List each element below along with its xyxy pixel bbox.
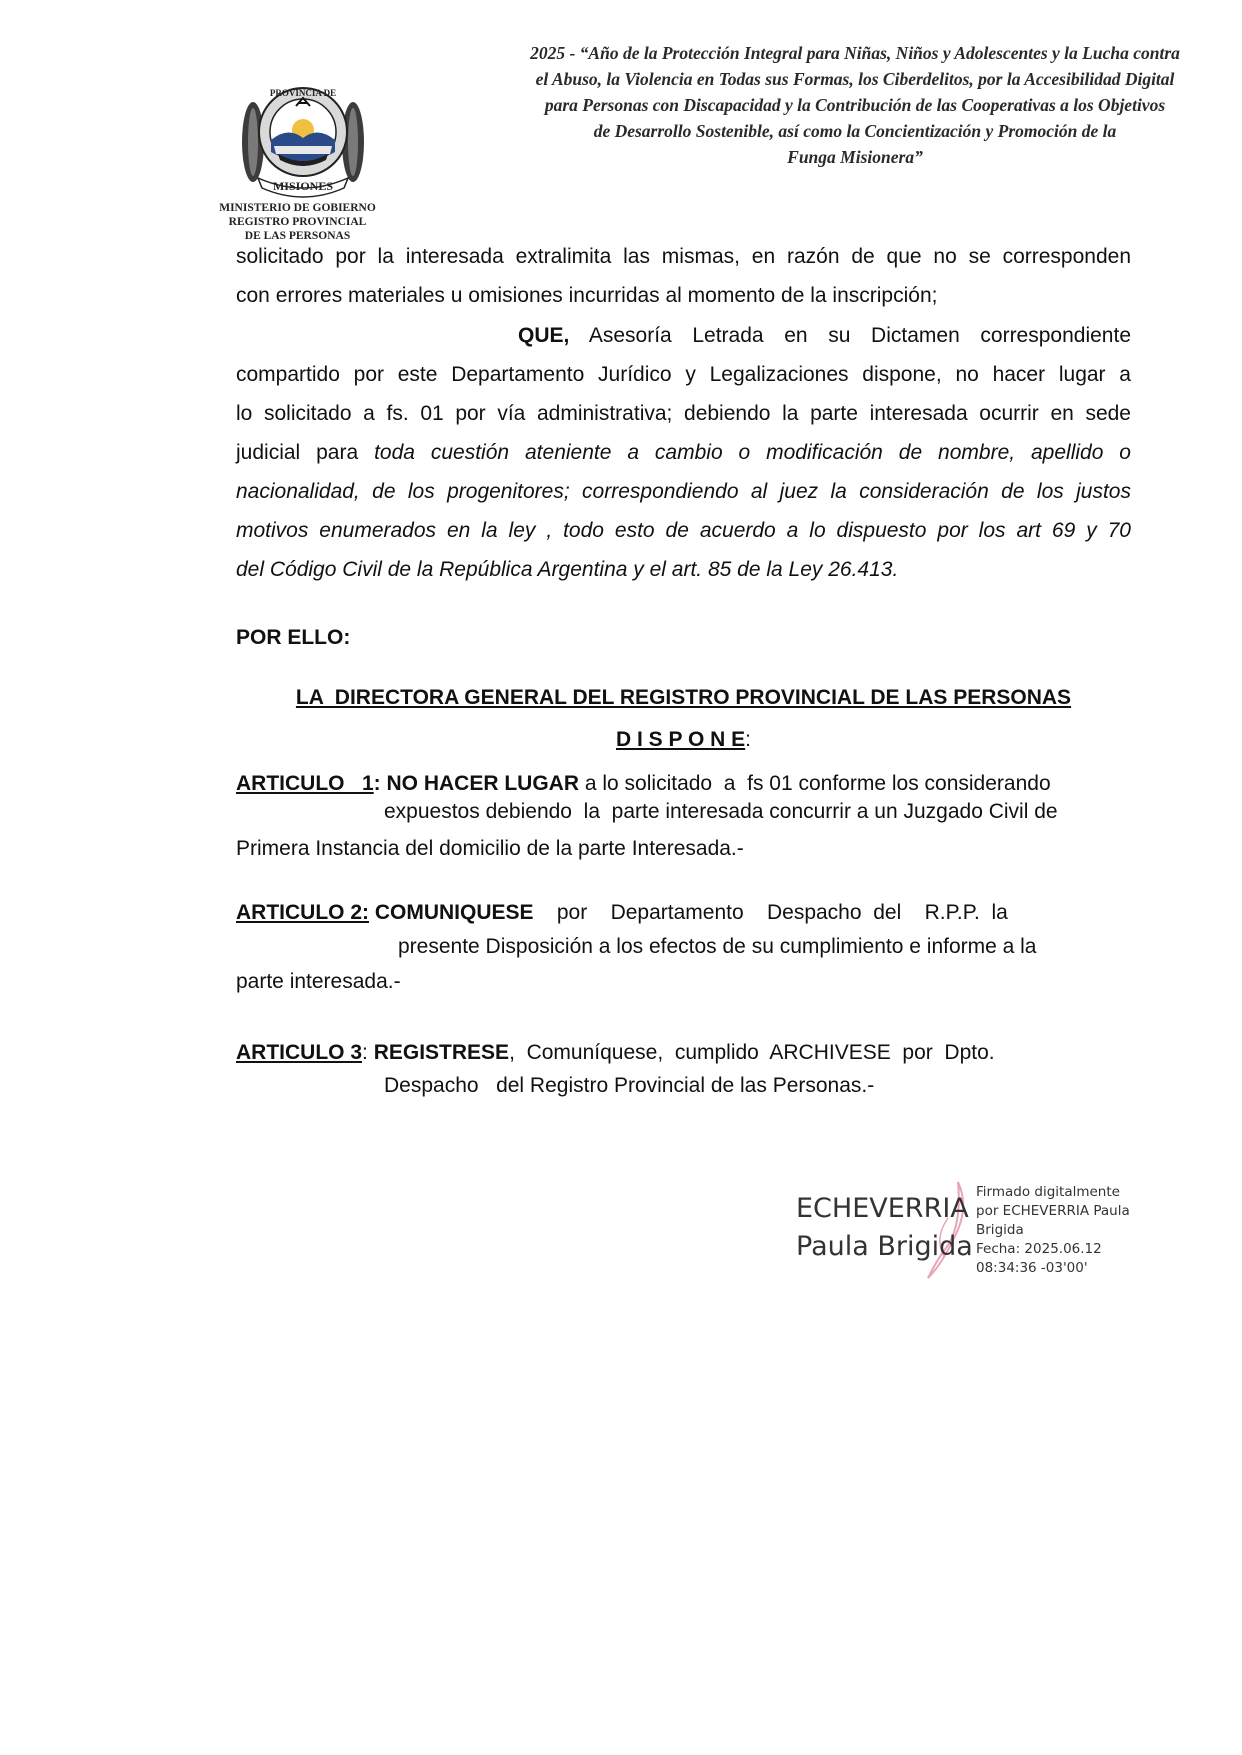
- signer-name-line: Paula Brigida: [796, 1231, 973, 1262]
- seal-top-text: PROVINCIA DE: [269, 88, 337, 98]
- signature-info-line: Firmado digitalmente: [976, 1184, 1120, 1200]
- paragraph-line: motivos enumerados en la ley , todo esto de acuerdo a lo dispuesto por los art 69 y 70: [236, 519, 1131, 542]
- article-1-line: Primera Instancia del domicilio de la parte Interesada.-: [236, 837, 744, 860]
- motto-line: 2025 - “Año de la Protección Integral para Niñas, Niños y Adolescentes y la Lucha contra: [530, 43, 1180, 63]
- article-2-line: presente Disposición a los efectos de su cumplimiento e informe a la: [398, 935, 1037, 958]
- directora-heading: LA DIRECTORA GENERAL DEL REGISTRO PROVINCIAL DE LAS PERSONAS: [295, 686, 1072, 709]
- signature-info: [976, 1183, 1146, 1278]
- text-normal: judicial para: [236, 441, 359, 464]
- article-3-bold: REGISTRESE: [373, 1041, 510, 1064]
- motto-line: Funga Misionera”: [787, 147, 923, 167]
- motto-line: de Desarrollo Sostenible, así como la Concientización y Promoción de la: [593, 121, 1117, 141]
- ministry-line: MINISTERIO DE GOBIERNO: [219, 202, 376, 214]
- article-1-line: expuestos debiendo la parte interesada concurrir a un Juzgado Civil de: [384, 800, 1058, 823]
- article-2-line: parte interesada.-: [236, 970, 401, 993]
- article-1-label: ARTICULO 1: [236, 772, 374, 795]
- paragraph-line: nacionalidad, de los progenitores; correspondiendo al juez la consideración de los justos: [236, 480, 1131, 503]
- signature-info-line: Brigida: [976, 1222, 1024, 1238]
- paragraph-line: [236, 433, 1131, 472]
- header-motto: [495, 40, 1215, 170]
- article-2-text: por Departamento Despacho del R.P.P. la: [556, 901, 1008, 924]
- article-2-label: ARTICULO 2:: [236, 901, 369, 924]
- paragraph-line: solicitado por la interesada extralimita las mismas, en razón de que no se corresponden: [236, 245, 1131, 268]
- signature-info-line: por ECHEVERRIA Paula: [976, 1203, 1130, 1219]
- dispone-heading: [236, 720, 1131, 759]
- que-text: Asesoría Letrada en su Dictamen correspondiente: [588, 324, 1131, 347]
- article-3-line: Despacho del Registro Provincial de las Personas.-: [384, 1074, 875, 1097]
- ministry-line: REGISTRO PROVINCIAL: [228, 216, 367, 228]
- seal-ribbon-text: MISIONES: [272, 179, 334, 193]
- article-3-label: ARTICULO 3: [236, 1041, 362, 1064]
- motto-line: para Personas con Discapacidad y la Contribución de las Cooperativas a los Objetivos: [544, 95, 1166, 115]
- dispone-word: D I S P O N E: [616, 728, 746, 751]
- que-paragraph-line: [518, 316, 1131, 355]
- article-1-text: a lo solicitado a fs 01 conforme los considerando: [584, 772, 1051, 795]
- article-1-sep: :: [373, 772, 381, 795]
- signature-info-line: Fecha: 2025.06.12: [976, 1241, 1102, 1257]
- dispone-colon: :: [745, 728, 751, 751]
- signer-name: [796, 1190, 973, 1266]
- paragraph-line: del Código Civil de la República Argentina y el art. 85 de la Ley 26.413.: [236, 558, 899, 581]
- paragraph-line: lo solicitado a fs. 01 por vía administrativa; debiendo la parte interesada ocurrir en sede: [236, 402, 1131, 425]
- signature-info-line: 08:34:36 -03'00': [976, 1260, 1088, 1276]
- por-ello-heading: POR ELLO:: [236, 626, 351, 649]
- text-italic: toda cuestión ateniente a cambio o modificación de nombre, apellido o: [374, 441, 1131, 464]
- motto-line: el Abuso, la Violencia en Todas sus Formas, los Ciberdelitos, por la Accesibilidad Digital: [535, 69, 1175, 89]
- article-1-bold: NO HACER LUGAR: [386, 772, 580, 795]
- ministry-line: DE LAS PERSONAS: [244, 230, 351, 242]
- que-label: QUE,: [518, 324, 570, 347]
- signer-name-line: ECHEVERRIA: [796, 1193, 969, 1224]
- article-2-bold: COMUNIQUESE: [374, 901, 534, 924]
- article-3-sep: :: [362, 1041, 368, 1064]
- provincial-seal-icon: [238, 80, 368, 198]
- paragraph-line: compartido por este Departamento Jurídico y Legalizaciones dispone, no hacer lugar a: [236, 363, 1131, 386]
- article-3-text: , Comuníquese, cumplido ARCHIVESE por Dpto.: [509, 1041, 995, 1064]
- paragraph-line: con errores materiales u omisiones incurridas al momento de la inscripción;: [236, 284, 938, 307]
